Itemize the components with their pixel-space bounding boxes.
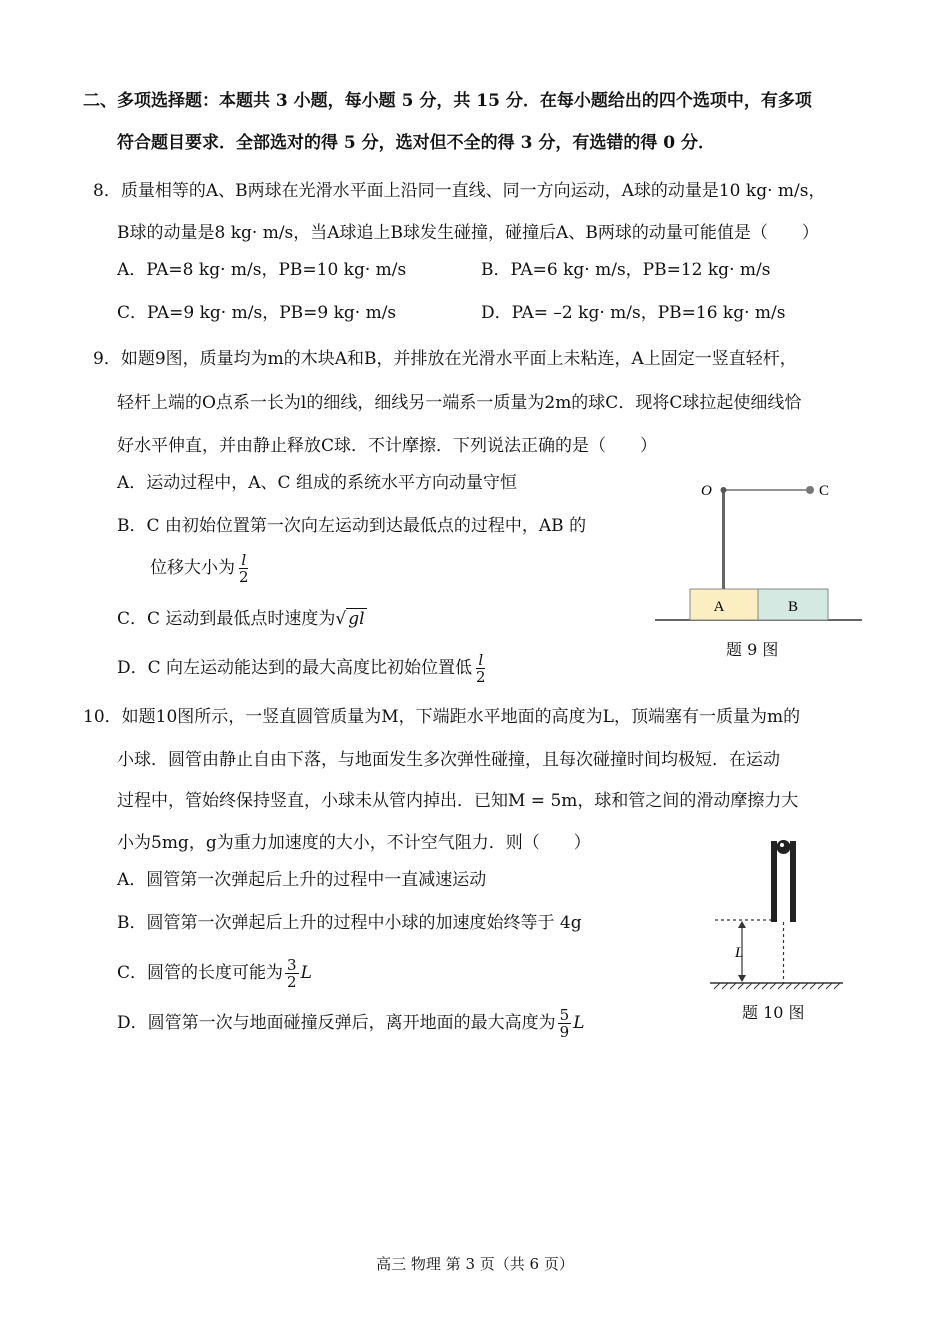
q10-option-c[interactable] xyxy=(117,957,312,990)
q9-option-d-text: D．C 向左运动能达到的最大高度比初始位置低 xyxy=(117,658,473,678)
q9-option-d[interactable] xyxy=(117,652,490,685)
section-heading-line2: 符合题目要求．全部选对的得 5 分，选对但不全的得 3 分，有选错的得 0 分． xyxy=(117,133,715,153)
q10-stem-line3: 过程中，管始终保持竖直，小球未从管内掉出．已知M = 5m，球和管之间的滑动摩擦力大 xyxy=(117,791,799,811)
q8-stem-line1: 8．质量相等的A、B两球在光滑水平面上沿同一直线、同一方向运动，A球的动量是10 kg· m/s， xyxy=(93,181,826,201)
q9-stem-line2: 轻杆上端的O点系一长为l的细线，细线另一端系一质量为2m的球C．现将C球拉起使细线恰 xyxy=(117,393,802,413)
q10-option-c-text: C．圆管的长度可能为 xyxy=(117,963,284,983)
fraction-denominator: 2 xyxy=(287,973,297,991)
q10-stem-line2: 小球．圆管由静止自由下落，与地面发生多次弹性碰撞，且每次碰撞时间均极短．在运动 xyxy=(117,750,780,770)
q9-option-d-fraction xyxy=(474,652,488,685)
fraction-numerator: 3 xyxy=(287,956,297,974)
q9-stem-line1: 9．如题9图，质量均为m的木块A和B，并排放在光滑水平面上未粘连，A上固定一竖直轻杆， xyxy=(93,349,797,369)
ball-c xyxy=(806,486,814,494)
ball-highlight xyxy=(780,843,784,847)
q8-option-a[interactable]: A．PA=8 kg· m/s，PB=10 kg· m/s xyxy=(117,260,407,280)
q10-option-d-text: D．圆管第一次与地面碰撞反弹后，离开地面的最大高度为 xyxy=(117,1013,556,1033)
q8-option-c[interactable]: C．PA=9 kg· m/s，PB=9 kg· m/s xyxy=(117,303,397,323)
q8-stem-line2: B球的动量是8 kg· m/s，当A球追上B球发生碰撞，碰撞后A、B两球的动量可能值是（ ） xyxy=(117,223,819,243)
fraction-denominator: 2 xyxy=(239,568,249,586)
q9-option-c-text: C．C 运动到最低点时速度为 xyxy=(117,609,336,629)
variable-l: L xyxy=(300,963,312,983)
tube-left-wall xyxy=(771,841,777,922)
q9-option-b-fraction xyxy=(237,552,251,585)
q10-option-d-fraction xyxy=(558,1007,572,1040)
arrow-head-up xyxy=(738,921,746,928)
q9-option-b-text: 位移大小为 xyxy=(150,558,235,578)
label-l: L xyxy=(735,945,744,961)
sqrt-expression: √ gl xyxy=(335,609,365,629)
label-o: O xyxy=(701,483,712,499)
figure-9-caption: 题 9 图 xyxy=(726,640,779,659)
fraction-denominator: 9 xyxy=(559,1023,570,1041)
ball xyxy=(777,840,791,854)
q10-option-c-fraction xyxy=(285,957,299,990)
q9-stem-line3: 好水平伸直，并由静止释放C球．不计摩擦．下列说法正确的是（ ） xyxy=(117,436,658,456)
q10-option-a[interactable]: A．圆管第一次弹起后上升的过程中一直减速运动 xyxy=(117,870,487,890)
arrow-head-down xyxy=(738,975,746,982)
sqrt-radicand: gl xyxy=(348,609,365,629)
q8-option-d[interactable]: D．PA= –2 kg· m/s，PB=16 kg· m/s xyxy=(481,303,786,323)
q10-stem-line4: 小为5mg，g为重力加速度的大小，不计空气阻力．则（ ） xyxy=(117,833,591,853)
tube-right-wall xyxy=(790,841,796,922)
q10-stem-line1: 10．如题10图所示，一竖直圆管质量为M，下端距水平地面的高度为L，顶端塞有一质量为m的 xyxy=(83,707,801,727)
label-c: C xyxy=(819,483,830,499)
fraction-numerator: 5 xyxy=(559,1006,570,1024)
label-b: B xyxy=(787,599,799,615)
label-a: A xyxy=(713,599,725,615)
variable-l: L xyxy=(573,1013,585,1033)
q9-option-b[interactable]: B．C 由初始位置第一次向左运动到达最低点的过程中，AB 的 xyxy=(117,516,587,536)
q10-option-b[interactable]: B．圆管第一次弹起后上升的过程中小球的加速度始终等于 4g xyxy=(117,913,582,933)
figure-10-caption: 题 10 图 xyxy=(742,1003,805,1022)
q9-option-b-cont xyxy=(150,552,253,585)
ground-hatching xyxy=(714,983,840,989)
fraction-numerator: l xyxy=(478,651,484,669)
fraction-numerator: l xyxy=(241,551,247,569)
q9-option-a[interactable]: A．运动过程中，A、C 组成的系统水平方向动量守恒 xyxy=(117,473,517,493)
vertical-rod xyxy=(722,492,725,589)
q8-option-b[interactable]: B．PA=6 kg· m/s，PB=12 kg· m/s xyxy=(481,260,771,280)
figure-9 xyxy=(650,470,890,640)
page-footer: 高三 物理 第 3 页（共 6 页） xyxy=(376,1255,574,1273)
section-heading-line1: 二、多项选择题：本题共 3 小题，每小题 5 分，共 15 分．在每小题给出的四个选项中，有多项 xyxy=(83,91,812,111)
q9-option-c[interactable] xyxy=(117,607,367,631)
figure-10 xyxy=(705,833,845,998)
fraction-denominator: 2 xyxy=(476,668,486,686)
q10-option-d[interactable] xyxy=(117,1007,584,1040)
